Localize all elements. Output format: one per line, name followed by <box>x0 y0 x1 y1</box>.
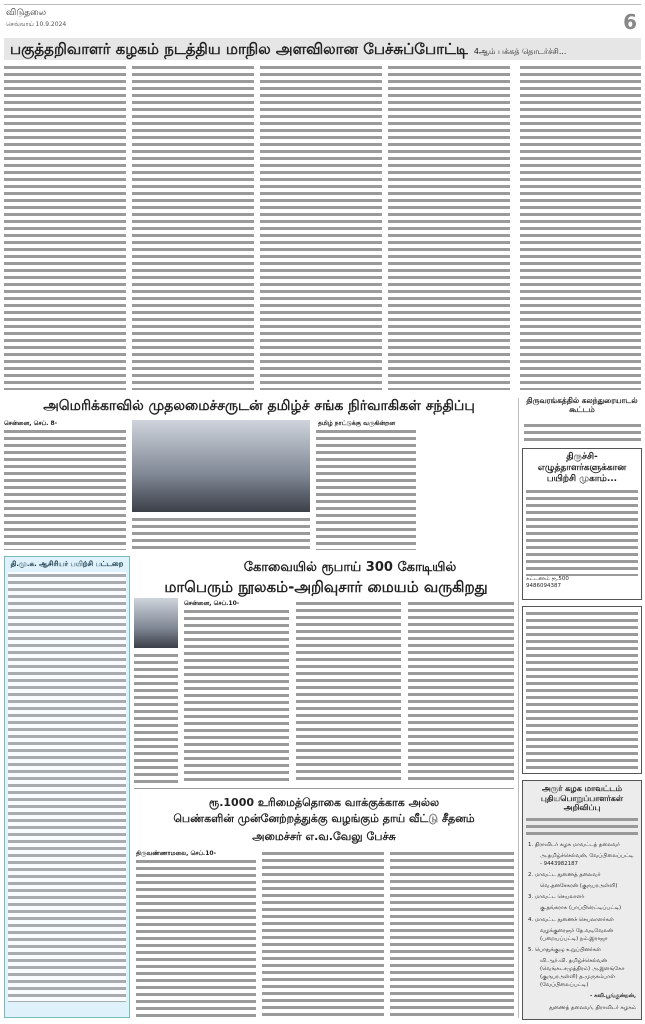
coimbatore-dateline: சென்னை, செப்.10- <box>184 600 240 607</box>
appointment-item: 1. திராவிடர் கழக மாவட்டத் தலைவர் அ.தமிழ்ச்செல்வன், வேப்பிலைப்பட்டி - 9443982187 <box>528 841 634 867</box>
rs1000-dateline: திருவண்ணாமலை, செப்.10- <box>136 850 217 857</box>
america-dateline: சென்னை, செப். 8- <box>4 420 58 427</box>
photo-caption <box>132 516 310 550</box>
america-subhead: தமிழ் நாட்டுக்கு வருகின்றன <box>318 420 396 427</box>
masthead-name: விடுதலை <box>6 8 47 18</box>
article-text <box>316 428 416 550</box>
rs1000-headline-1: ரூ.1000 உரிமைத்தொகை வாக்குக்காக அல்ல <box>208 796 440 809</box>
top-banner-headline: பகுத்தறிவாளர் கழகம் நடத்திய மாநில அளவிலான பேச்சுப்போட்டி <box>10 40 468 58</box>
article-text <box>136 858 256 1018</box>
appointment-item: 4. மாவட்ட துணைச் செயலாளர்கள் வழக்குரைஞர் தே.வடிவேலன் (பறையப்பட்டி) நம்.இராஜா <box>528 916 614 942</box>
trichy-fee: கட்டணம் ரூ.500 <box>526 576 569 583</box>
article-column <box>388 64 510 390</box>
continuation-note: 4ஆம் பக்கத் தொடர்ச்சி... <box>473 47 567 56</box>
appointment-item: 2. மாவட்ட துணைத் தலைவர் வெ.தனசேகரன் (குருபரஅள்ளி) <box>528 872 618 890</box>
article-text <box>526 488 638 576</box>
page-number: 6 <box>623 10 637 34</box>
aroor-headline-1: அருர் கழக மாவட்டம் <box>541 784 623 793</box>
trichy-box <box>522 448 642 600</box>
rs1000-headline-2: பெண்களின் முன்னேற்றத்துக்கு வழங்கும் தாய் வீட்டு சீதனம் <box>173 812 475 825</box>
column-divider <box>518 398 519 1018</box>
appointment-item: 3. மாவட்ட செயலாளர் கு.தங்கராசு (பாப்பிரெட்டிப்பட்டி) <box>528 894 622 912</box>
srirangam-headline: திருவரங்கத்தில் கலந்துரையாடல் கூட்டம் <box>526 396 638 414</box>
article-text <box>262 850 384 1018</box>
dmk-headline: தி.மு.க. ஆசிரியர் பயிற்சி பட்டறை <box>10 560 124 568</box>
aroor-box <box>522 780 642 1020</box>
top-rule <box>4 4 641 5</box>
article-text <box>8 572 126 1002</box>
notice-box <box>522 606 642 774</box>
article-text <box>134 652 178 784</box>
article-text <box>4 428 126 550</box>
person-photo <box>134 598 178 648</box>
signature: - கவி.பூங்குன்றன், <box>590 993 636 1000</box>
issue-date: செவ்வாய் 10.9.2024 <box>6 21 67 28</box>
article-column <box>132 64 254 390</box>
trichy-phone: 9486094387 <box>526 583 561 590</box>
article-column <box>520 64 641 390</box>
coimbatore-headline-1: கோவையில் ரூபாய் 300 கோடியில் <box>243 560 457 575</box>
article-text <box>408 600 514 784</box>
rs1000-subhead: அமைச்சர் எ.வ.வேலு பேச்சு <box>252 830 396 843</box>
trichy-headline: திருச்சி-எழுத்தாளர்களுக்கான பயிற்சி முகாம்... <box>537 452 627 484</box>
article-text <box>296 600 401 784</box>
dmk-box <box>4 556 130 1018</box>
coimbatore-headline-2: மாபெரும் நூலகம்-அறிவுசார் மையம் வருகிறது <box>164 578 488 596</box>
signature-title: துணைத் தலைவர், திராவிடர் கழகம் <box>549 1004 636 1011</box>
article-column <box>260 64 382 390</box>
aroor-headline-2: புதியபொறுப்பாளர்கள் அறிவிப்பு <box>540 793 624 813</box>
article-text <box>524 422 641 444</box>
article-text <box>184 608 289 784</box>
top-banner <box>4 38 641 60</box>
article-column <box>4 64 126 390</box>
america-headline: அமெரிக்காவில் முதலமைச்சருடன் தமிழ்ச் சங்க நிர்வாகிகள் சந்திப்பு <box>43 398 475 414</box>
appointment-item: 5. பொதுக்குழு உறுப்பினர்கள் வி.ஆர்.வி. தமிழ்ச்செல்வன் (வெங்கடசமுத்திரம்) அ.இளங்கோ (குருபரஅள்ளி) த.முருகம்பாள் (வேப்பிலைப்பட்டி) <box>528 946 625 989</box>
meeting-photo <box>132 420 310 512</box>
divider <box>134 788 514 789</box>
article-text <box>390 850 514 1018</box>
